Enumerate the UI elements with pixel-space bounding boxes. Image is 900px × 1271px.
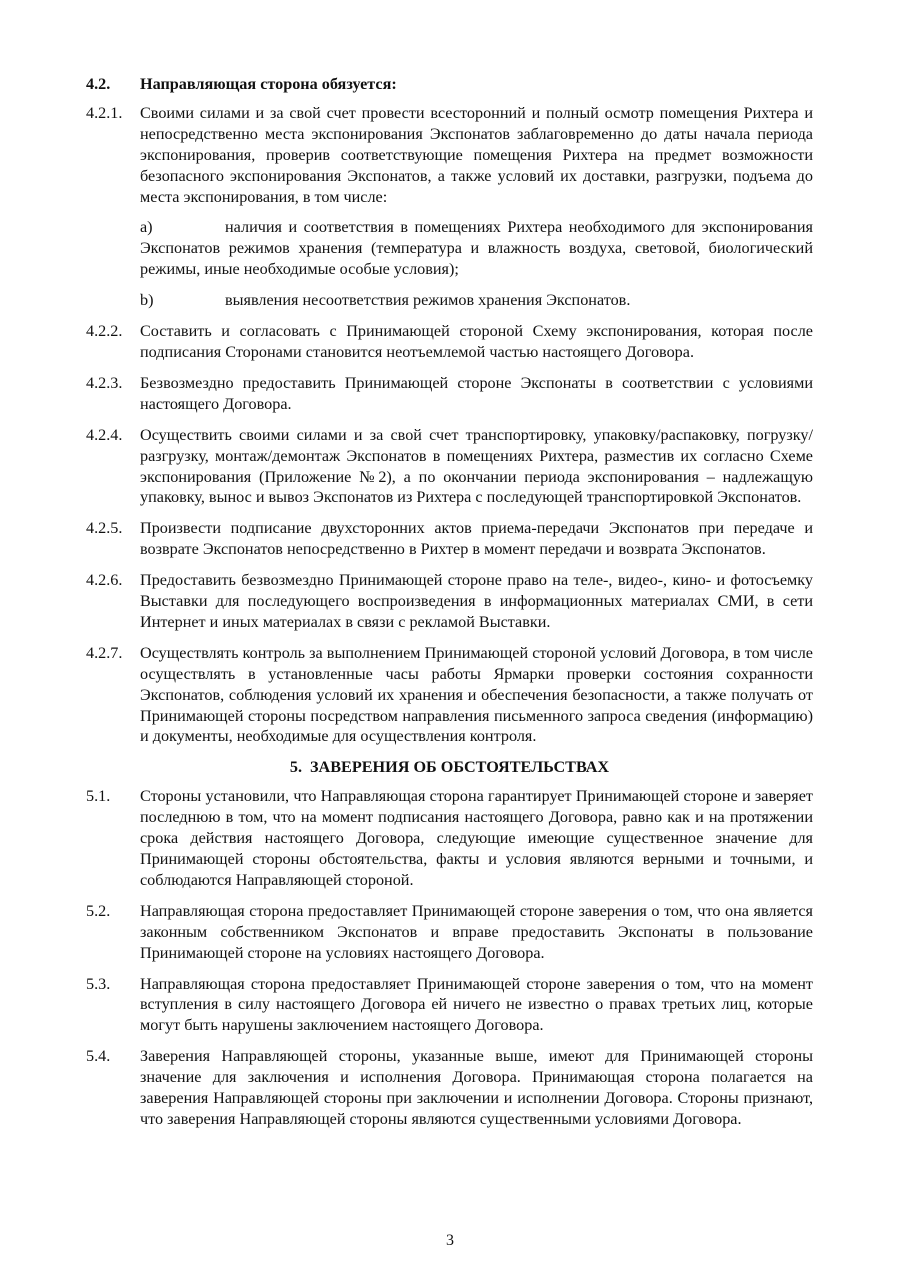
section-heading-5 <box>86 757 813 778</box>
clause-number: 4.2.3. <box>86 373 123 392</box>
clause-4-2-6 <box>86 570 813 633</box>
section-heading-4-2 <box>86 74 813 95</box>
clause-text: Осуществить своими силами и за свой счет транспортировку, упаковку/распаковку, погрузку/разгрузку, монтаж/демонтаж Экспонатов в помещениях Рихтера, разместив их согласно Схеме экспонирования (Приложение №2), а по окончании периода экспонирования – надлежащую упаковку, вынос и вывоз Экспонатов из Рихтера с последующей транспортировкой Экспонатов. <box>140 425 813 507</box>
clause-number: 5.3. <box>86 974 111 993</box>
clause-number: 5.1. <box>86 787 111 806</box>
clause-number: 4.2.2. <box>86 322 123 341</box>
clause-4-2-1 <box>86 103 813 208</box>
clause-number: 4.2.6. <box>86 571 123 590</box>
section-number: 4.2. <box>86 75 111 93</box>
section-number: 5. <box>289 758 303 777</box>
clause-4-2-7 <box>86 643 813 748</box>
subclause-text: наличия и соответствия в помещениях Рихтера необходимого для экспонирования Экспонатов режимов хранения (температура и влажность воздуха, световой, биологический режимы, иные необходимые особые условия); <box>140 218 813 279</box>
page-number: 3 <box>446 1232 454 1249</box>
clause-5-3 <box>86 974 813 1037</box>
clause-4-2-2 <box>86 321 813 363</box>
clause-text: Составить и согласовать с Принимающей стороной Схему экспонирования, которая после подписания Сторонами становится неотъемлемой частью настоящего Договора. <box>140 322 813 361</box>
clause-text: Осуществлять контроль за выполнением Принимающей стороной условий Договора, в том числе осуществлять в установленные часы работы Ярмарки проверки состояния сохранности Экспонатов, соблюдения условий их хранения и обеспечения безопасности, а также получать от Принимающей стороны посредством направления письменного запроса сведения (информацию) и документы, необходимые для осуществления контроля. <box>140 643 813 746</box>
subclause-label: a) <box>140 218 153 237</box>
clause-text: Своими силами и за свой счет провести всесторонний и полный осмотр помещения Рихтера и непосредственно места экспонирования Экспонатов заблаговременно до даты начала периода экспонирования, проверив соответствующие помещения Рихтера на предмет возможности безопасного экспонирования Экспонатов, а также условий их доставки, разгрузки, подъема до места экспонирования, в том числе: <box>140 103 813 206</box>
clause-text: Произвести подписание двухсторонних актов приема-передачи Экспонатов при передаче и возврате Экспонатов непосредственно в Рихтер в момент передачи и возврата Экспонатов. <box>140 519 813 559</box>
subclause-label: b) <box>140 291 154 310</box>
clause-text: Направляющая сторона предоставляет Принимающей стороне заверения о том, что на момент вступления в силу настоящего Договора ей ничего не известно о правах третьих лиц, которые могут быть нарушены заключением настоящего Договора. <box>140 974 813 1035</box>
clause-text: Направляющая сторона предоставляет Принимающей стороне заверения о том, что она является законным собственником Экспонатов и вправе предоставить Экспонаты в пользование Принимающей стороне на условиях настоящего Договора. <box>140 901 813 962</box>
clause-number: 5.4. <box>86 1047 111 1066</box>
clause-text: Стороны установили, что Направляющая сторона гарантирует Принимающей стороне и заверяет последнюю в том, что на момент подписания настоящего Договора, равно как и на протяжении срока действия настоящего Договора, следующие имеющие существенное значение для Принимающей стороны обстоятельства, факты и условия являются верными и точными, и соблюдаются Направляющей стороной. <box>140 787 813 889</box>
clause-text: Безвозмездно предоставить Принимающей стороне Экспонаты в соответствии с условиями настоящего Договора. <box>140 373 813 413</box>
clause-5-4 <box>86 1046 813 1130</box>
subclause-b <box>140 290 813 311</box>
section-title: ЗАВЕРЕНИЯ ОБ ОБСТОЯТЕЛЬСТВАХ <box>310 758 610 777</box>
clause-4-2-5 <box>86 518 813 560</box>
clause-number: 4.2.4. <box>86 425 123 444</box>
clause-5-1 <box>86 786 813 891</box>
clause-text: Предоставить безвозмездно Принимающей стороне право на теле-, видео-, кино- и фотосъемку Выставки для последующего воспроизведения в информационных материалах СМИ, в сети Интернет и иных материалах в связи с рекламой Выставки. <box>140 571 813 631</box>
subclause-a <box>140 217 813 280</box>
clause-text: Заверения Направляющей стороны, указанные выше, имеют для Принимающей стороны значение для заключения и исполнения Договора. Принимающая сторона полагается на заверения Направляющей стороны при заключении и исполнении Договора. Стороны признают, что заверения Направляющей стороны являются существенными условиями Договора. <box>140 1047 813 1128</box>
clause-number: 5.2. <box>86 901 111 920</box>
clause-4-2-3 <box>86 373 813 415</box>
clause-4-2-4 <box>86 425 813 509</box>
clause-number: 4.2.7. <box>86 643 123 662</box>
section-title: Направляющая сторона обязуется: <box>140 75 397 93</box>
clause-number: 4.2.5. <box>86 519 123 538</box>
document-page <box>86 74 813 1140</box>
clause-number: 4.2.1. <box>86 103 123 122</box>
subclause-text: выявления несоответствия режимов хранения Экспонатов. <box>225 291 631 310</box>
clause-5-2 <box>86 901 813 964</box>
